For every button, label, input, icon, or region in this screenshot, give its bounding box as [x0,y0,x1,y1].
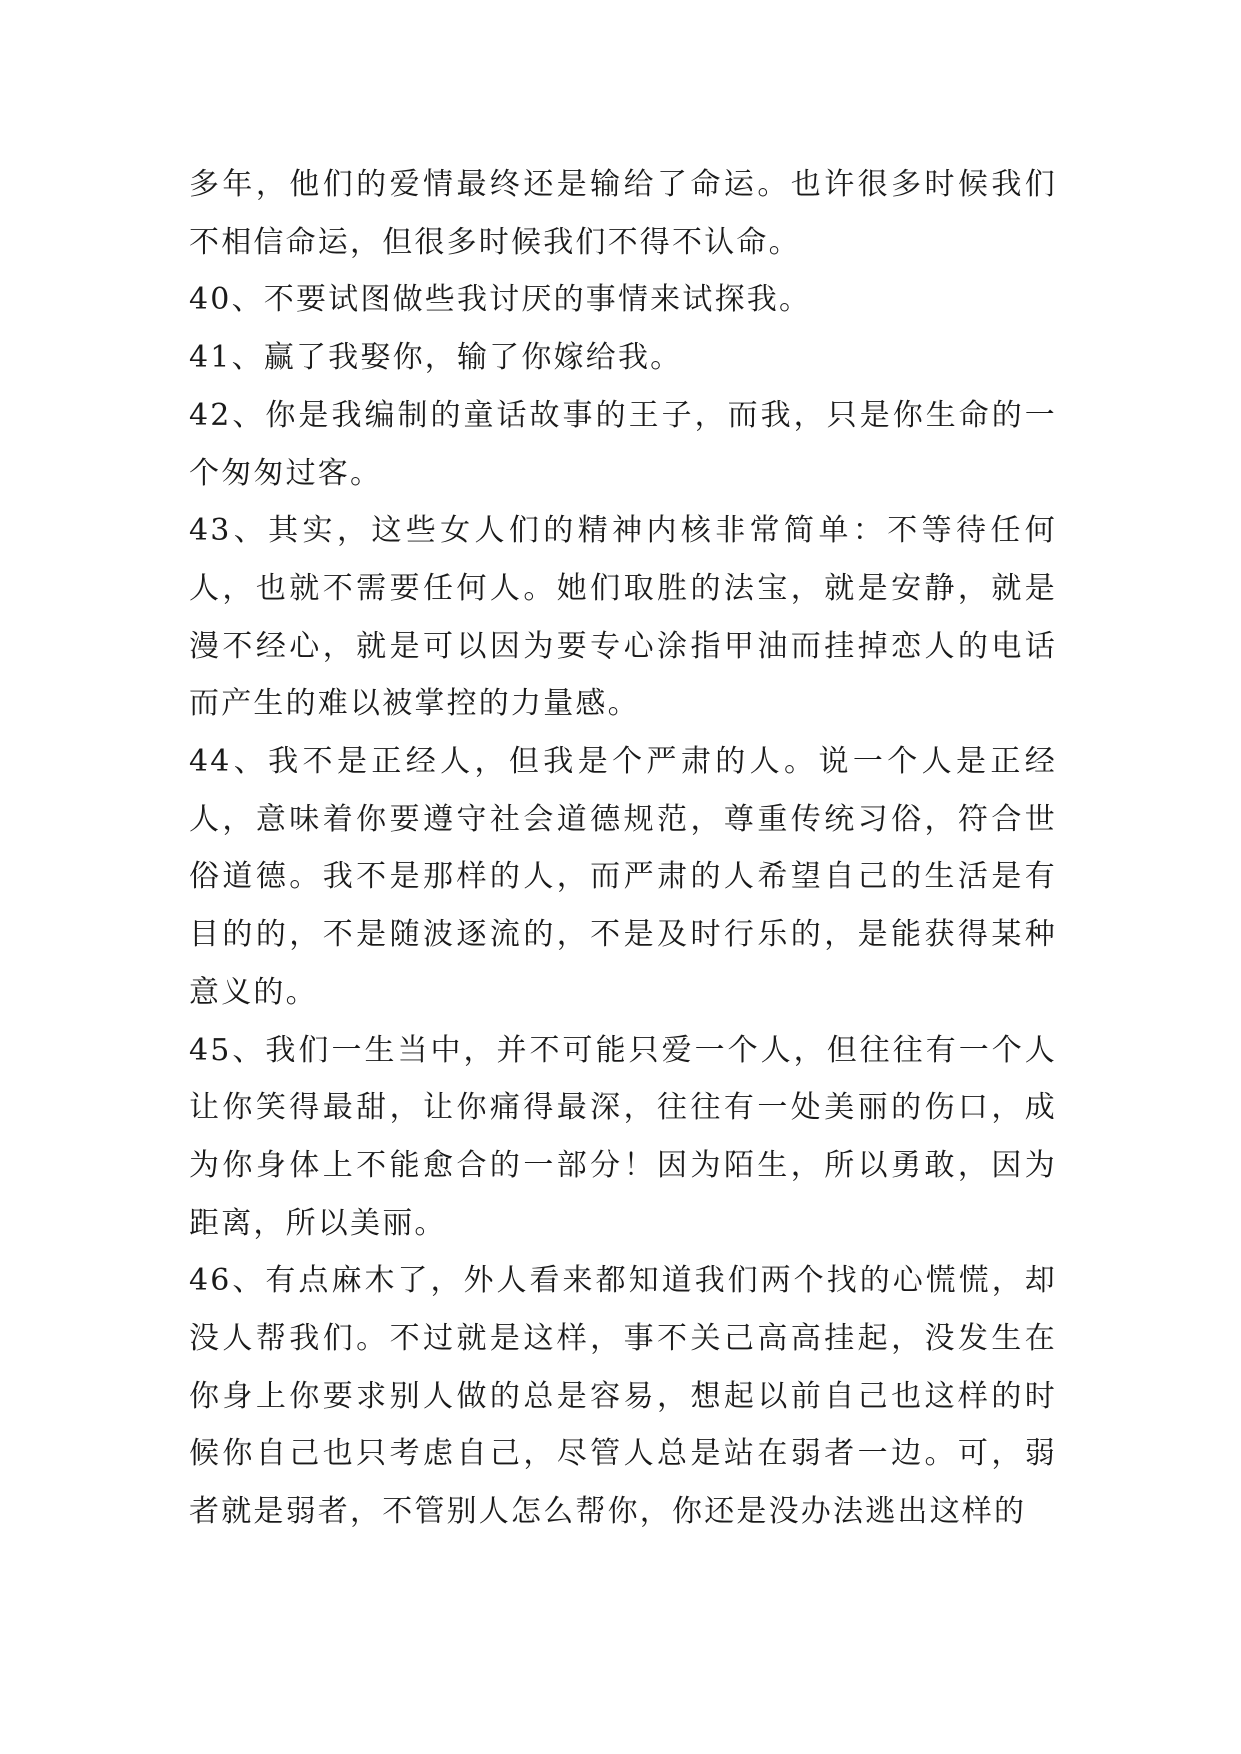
paragraph-item-40: 40、不要试图做些我讨厌的事情来试探我。 [189,282,812,318]
paragraph-item-45: 45、我们一生当中，并不可能只爱一个人，但往往有一个人让你笑得最甜，让你痛得最深，往往有一处美丽的伤口，成为你身体上不能愈合的一部分！因为陌生，所以勇敢，因为距离，所以美丽。 [189,1032,1057,1241]
paragraph-continuation: 多年，他们的爱情最终还是输给了命运。也许很多时候我们不相信命运，但很多时候我们不得不认命。 [189,167,1057,260]
paragraph-item-44: 44、我不是正经人，但我是个严肃的人。说一个人是正经人，意味着你要遵守社会道德规范，尊重传统习俗，符合世俗道德。我不是那样的人，而严肃的人希望自己的生活是有目的的，不是随波逐流的，不是及时行乐的，是能获得某种意义的。 [189,744,1057,1010]
paragraph-item-46: 46、有点麻木了，外人看来都知道我们两个找的心慌慌，却没人帮我们。不过就是这样，事不关己高高挂起，没发生在你身上你要求别人做的总是容易，想起以前自己也这样的时候你自己也只考虑自己，尽管人总是站在弱者一边。可，弱者就是弱者，不管别人怎么帮你，你还是没办法逃出这样的 [189,1263,1057,1530]
paragraph-item-43: 43、其实，这些女人们的精神内核非常简单：不等待任何人，也就不需要任何人。她们取胜的法宝，就是安静，就是漫不经心，就是可以因为要专心涂指甲油而挂掉恋人的电话而产生的难以被掌控的力量感。 [189,513,1057,722]
document-body [189,156,1057,1541]
paragraph-item-41: 41、赢了我娶你，输了你嫁给我。 [189,340,683,376]
paragraph-item-42: 42、你是我编制的童话故事的王子，而我，只是你生命的一个匆匆过客。 [189,397,1057,491]
